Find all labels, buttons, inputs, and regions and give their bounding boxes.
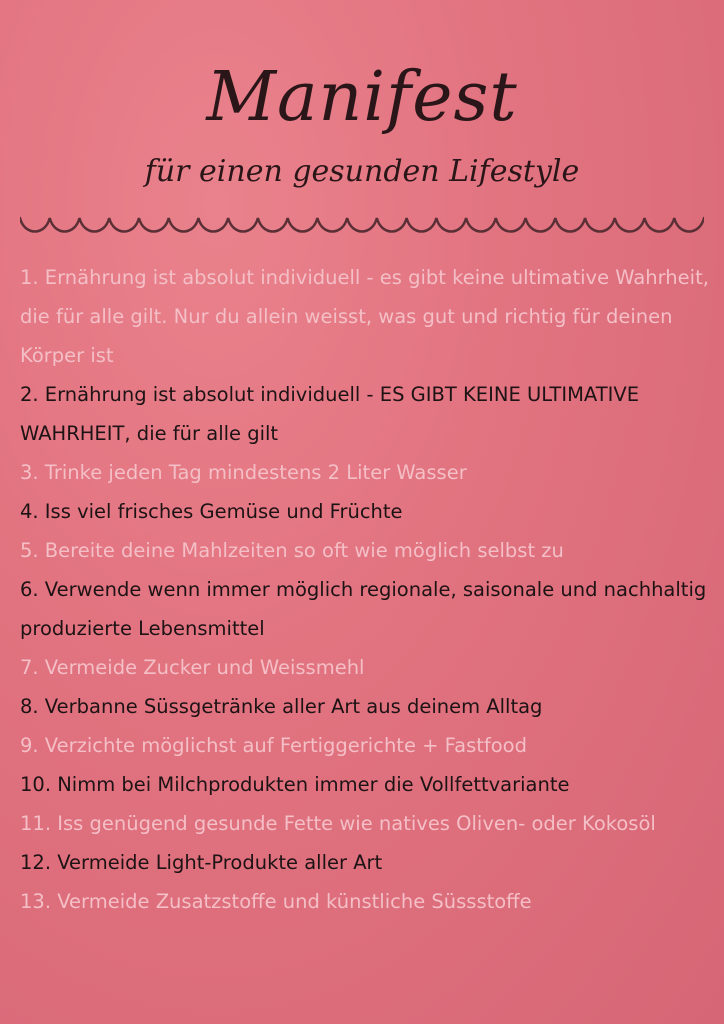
list-item: 11. Iss genügend gesunde Fette wie natives Oliven- oder Kokosöl	[20, 812, 656, 835]
list-item: 5. Bereite deine Mahlzeiten so oft wie möglich selbst zu	[20, 539, 564, 562]
list-item: 6. Verwende wenn immer möglich regionale, saisonale und nachhaltig produzierte Lebensmittel	[20, 578, 707, 640]
list-item: 4. Iss viel frisches Gemüse und Früchte	[20, 500, 403, 523]
list-item: 12. Vermeide Light-Produkte aller Art	[20, 851, 383, 874]
list-item: 3. Trinke jeden Tag mindestens 2 Liter Wasser	[20, 461, 467, 484]
manifest-list	[20, 258, 710, 921]
list-item: 10. Nimm bei Milchprodukten immer die Vollfettvariante	[20, 773, 570, 796]
list-item: 8. Verbanne Süssgetränke aller Art aus deinem Alltag	[20, 695, 543, 718]
list-item: 7. Vermeide Zucker und Weissmehl	[20, 656, 365, 679]
page-subtitle: für einen gesunden Lifestyle	[144, 154, 580, 189]
list-item: 2. Ernährung ist absolut individuell - ES GIBT KEINE ULTIMATIVE WAHRHEIT, die für alle gilt	[20, 383, 640, 445]
page-title: Manifest	[206, 58, 518, 137]
list-item: 13. Vermeide Zusatzstoffe und künstliche Süssstoffe	[20, 890, 532, 913]
list-item: 1. Ernährung ist absolut individuell - es gibt keine ultimative Wahrheit, die für alle gilt. Nur du allein weisst, was gut und richtig für deinen Körper ist	[20, 266, 709, 367]
list-item: 9. Verzichte möglichst auf Fertiggerichte + Fastfood	[20, 734, 527, 757]
wave-divider	[20, 212, 704, 240]
